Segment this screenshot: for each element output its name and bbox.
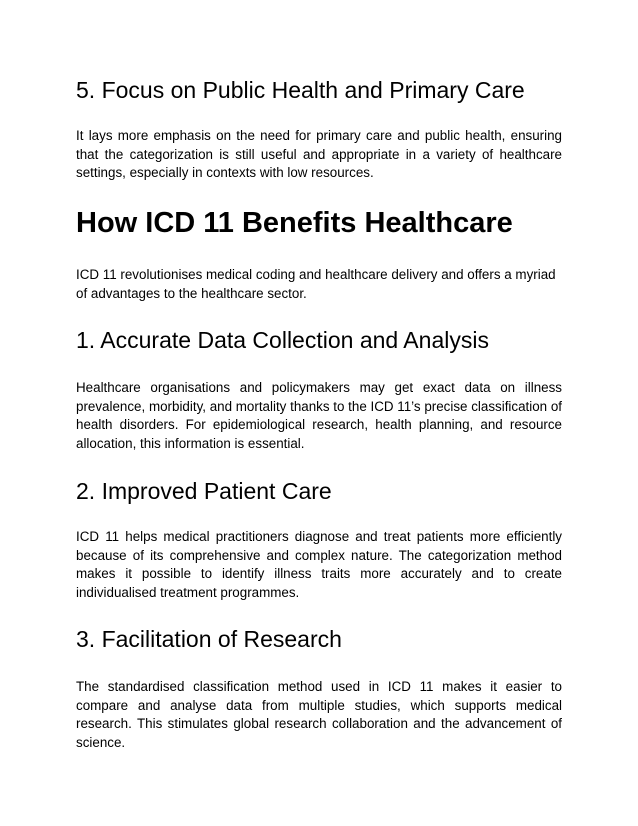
section-heading-research: 3. Facilitation of Research bbox=[76, 626, 342, 652]
section-body-public-health: It lays more emphasis on the need for primary care and public health, ensuring that the categorization is still useful and appropriate in a variety of healthcare settings, especially in contexts with low resources. bbox=[76, 128, 562, 181]
section-heading-data-collection: 1. Accurate Data Collection and Analysis bbox=[76, 327, 489, 353]
intro-body-icd11-benefits: ICD 11 revolutionises medical coding and healthcare delivery and offers a myriad of advantages to the healthcare sector. bbox=[76, 267, 556, 301]
section-body-research: The standardised classification method used in ICD 11 makes it easier to compare and analyse data from multiple studies, which supports medical research. This stimulates global research collaboration and the advancement of science. bbox=[76, 679, 562, 750]
section-body-patient-care: ICD 11 helps medical practitioners diagnose and treat patients more efficiently because of its comprehensive and complex nature. The categorization method makes it possible to identify illness traits more accurately and to create individualised treatment programmes. bbox=[76, 529, 562, 600]
section-body-data-collection: Healthcare organisations and policymakers may get exact data on illness prevalence, morbidity, and mortality thanks to the ICD 11’s precise classification of health disorders. For epidemiological research, health planning, and resource allocation, this information is essential. bbox=[76, 380, 563, 451]
page-title-icd11-benefits: How ICD 11 Benefits Healthcare bbox=[76, 207, 513, 239]
section-heading-patient-care: 2. Improved Patient Care bbox=[76, 478, 332, 504]
section-heading-public-health: 5. Focus on Public Health and Primary Care bbox=[76, 77, 525, 103]
